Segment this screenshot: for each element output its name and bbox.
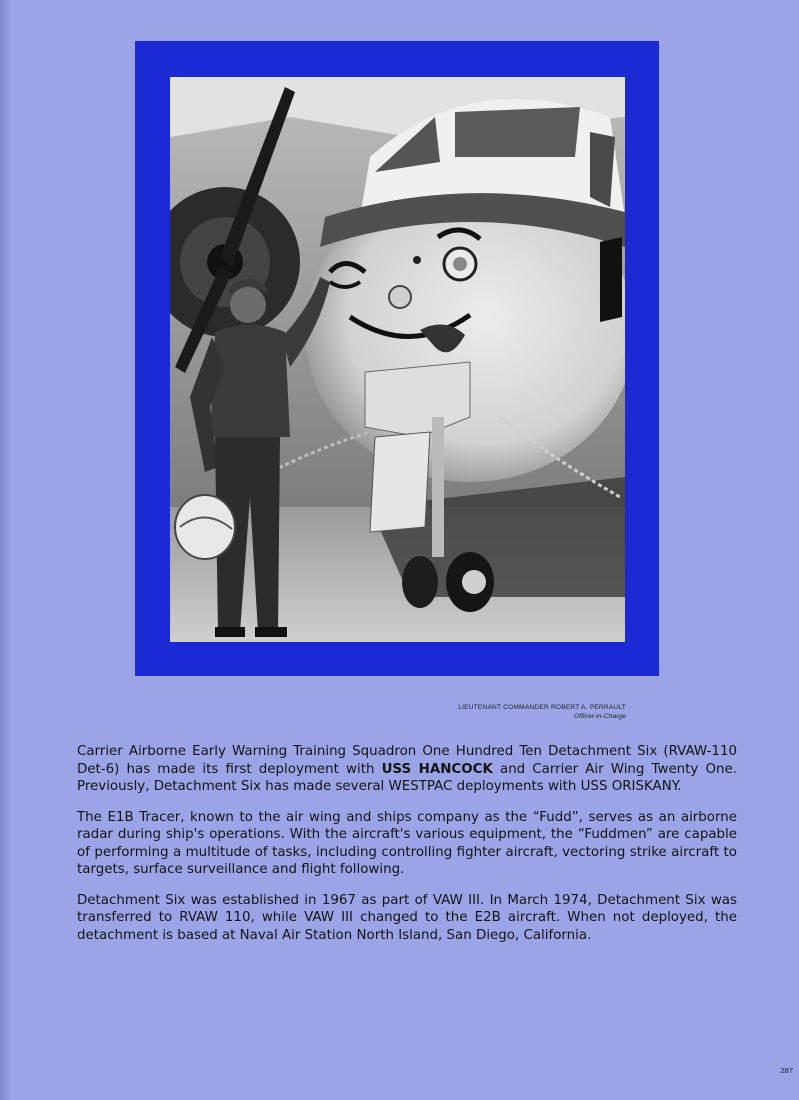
page-spine-shadow bbox=[0, 0, 12, 1100]
photo-caption bbox=[458, 703, 626, 721]
paragraph-3: Detachment Six was established in 1967 as part of VAW III. In March 1974, Detachment Six was transferred to RVAW 110, while VAW III changed to the E2B aircraft. When not deployed, the detachment is based at Naval Air Station North Island, San Diego, California. bbox=[77, 892, 737, 943]
ship-name-bold: USS HANCOCK bbox=[381, 761, 493, 777]
caption-title: Officer-in-Charge bbox=[573, 713, 626, 720]
paragraph-1-intro: Carrier Airborne Early Warning Training Squadron One Hundred Ten Detachment Six (RVAW-110 Det-6) has made its first deployment with bbox=[77, 744, 737, 777]
paragraph-2: The E1B Tracer, known to the air wing and ships company as the “Fudd”, serves as an airborne radar during ship's operations. With the aircraft's various equipment, the “Fuddmen” are capable of performing a multitude of tasks, including controlling fighter aircraft, vectoring strike aircraft to targets, surface surveillance and flight following. bbox=[77, 809, 737, 877]
article-body bbox=[77, 743, 737, 957]
officer-aircraft-photo bbox=[170, 77, 625, 642]
page-number: 287 bbox=[780, 1066, 793, 1075]
paragraph-1 bbox=[77, 743, 737, 796]
paragraph-1-rest: and Carrier Air Wing Twenty One. Previously, Detachment Six has made several WESTPAC deployments with USS ORISKANY. bbox=[77, 761, 737, 794]
caption-name: LIEUTENANT COMMANDER ROBERT A. PERRAULT bbox=[458, 704, 626, 711]
